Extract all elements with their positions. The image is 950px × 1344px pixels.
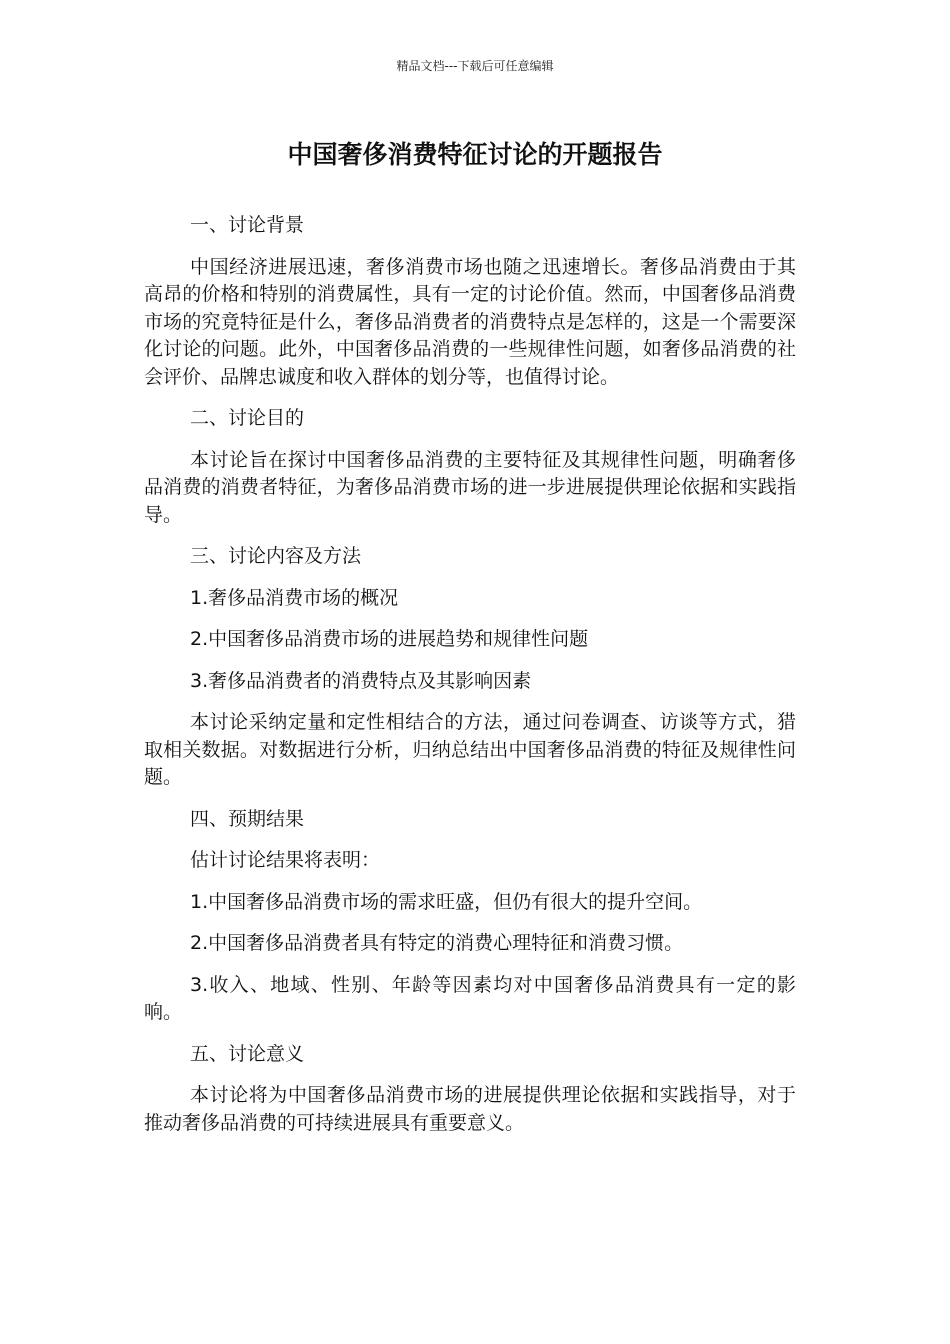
section-heading-background: 一、讨论背景 xyxy=(190,214,305,236)
list-item: 2.中国奢侈品消费市场的进展趋势和规律性问题 xyxy=(190,628,589,650)
paragraph-purpose: 本讨论旨在探讨中国奢侈品消费的主要特征及其规律性问题，明确奢侈品消费的消费者特征，为奢侈品消费市场的进一步进展提供理论依据和实践指导。 xyxy=(144,448,796,526)
section-heading-purpose: 二、讨论目的 xyxy=(190,407,305,429)
paragraph-expected-intro: 估计讨论结果将表明： xyxy=(190,849,381,871)
paragraph-significance: 本讨论将为中国奢侈品消费市场的进展提供理论依据和实践指导，对于推动奢侈品消费的可持续进展具有重要意义。 xyxy=(144,1084,796,1134)
section-heading-significance: 五、讨论意义 xyxy=(190,1042,305,1065)
section-heading-expected-results: 四、预期结果 xyxy=(190,807,305,830)
document-body xyxy=(144,212,796,1151)
paragraph-method: 本讨论采纳定量和定性相结合的方法，通过问卷调查、访谈等方式，猎取相关数据。对数据进行分析，归纳总结出中国奢侈品消费的特征及规律性问题。 xyxy=(144,711,796,788)
list-item: 3.奢侈品消费者的消费特点及其影响因素 xyxy=(190,669,532,692)
list-item: 1.中国奢侈品消费市场的需求旺盛，但仍有很大的提升空间。 xyxy=(190,890,703,913)
list-item: 3.收入、地域、性别、年龄等因素均对中国奢侈品消费具有一定的影响。 xyxy=(144,973,796,1023)
section-heading-content-method: 三、讨论内容及方法 xyxy=(190,545,362,567)
header-note: 精品文档---下载后可任意编辑 xyxy=(396,59,554,73)
document-title: 中国奢侈消费特征讨论的开题报告 xyxy=(287,140,663,169)
list-item: 2.中国奢侈品消费者具有特定的消费心理特征和消费习惯。 xyxy=(190,932,684,954)
list-item: 1.奢侈品消费市场的概况 xyxy=(190,586,399,609)
paragraph-background: 中国经济进展迅速，奢侈消费市场也随之迅速增长。奢侈品消费由于其高昂的价格和特别的消费属性，具有一定的讨论价值。然而，中国奢侈品消费市场的究竟特征是什么，奢侈品消费者的消费特点是怎样的，这是一个需要深化讨论的问题。此外，中国奢侈品消费的一些规律性问题，如奢侈品消费的社会评价、品牌忠诚度和收入群体的划分等，也值得讨论。 xyxy=(144,255,796,388)
